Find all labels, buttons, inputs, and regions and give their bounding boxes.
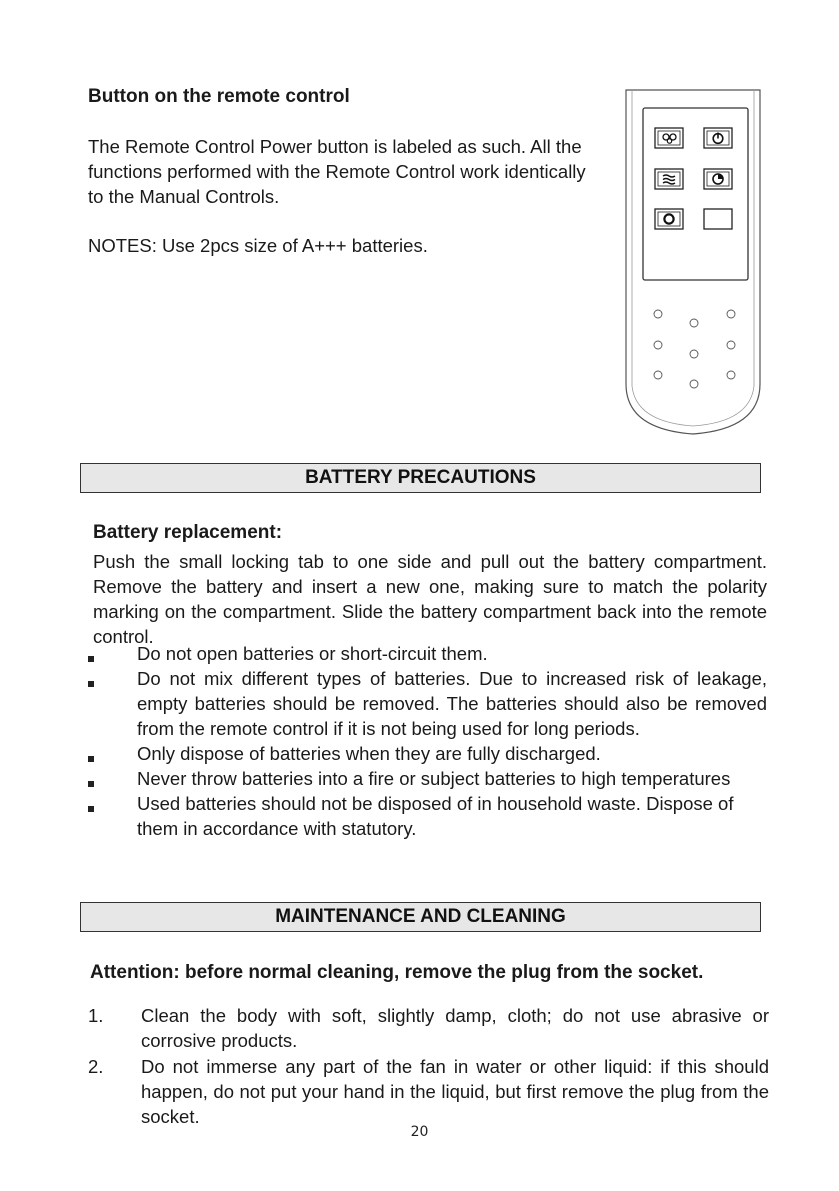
bullet-item: Used batteries should not be disposed of in household waste. Dispose of them in accordance with statutory. (137, 793, 734, 839)
maintenance-item: Clean the body with soft, slightly damp, cloth; do not use abrasive or corrosive products. (141, 1005, 769, 1051)
oscillation-icon (655, 209, 683, 229)
bullet-marker (88, 681, 94, 687)
attention-heading: Attention: before normal cleaning, remove the plug from the socket. (90, 962, 704, 983)
fan-mode-icon (655, 128, 683, 148)
maintenance-item: Do not immerse any part of the fan in water or other liquid: if this should happen, do not put your hand in the liquid, but first remove the plug from the socket. (141, 1056, 769, 1127)
maintenance-banner: MAINTENANCE AND CLEANING (80, 902, 761, 932)
remote-control-illustration (618, 84, 768, 440)
item-number: 2. (88, 1056, 104, 1077)
bullet-marker (88, 656, 94, 662)
bullet-item: Do not mix different types of batteries. Due to increased risk of leakage, empty batteries should be removed. The batteries should also be removed from the remote control if it is not being used for long periods. (137, 668, 767, 739)
battery-replacement-text: Push the small locking tab to one side and pull out the battery compartment. Remove the battery and insert a new one, making sure to match the polarity marking on the compartment. Slide the battery compartment back into the remote control. (93, 551, 767, 647)
bullet-marker (88, 781, 94, 787)
battery-precautions-banner: BATTERY PRECAUTIONS (80, 463, 761, 493)
swing-icon (655, 169, 683, 189)
battery-notes: NOTES: Use 2pcs size of A+++ batteries. (88, 235, 428, 256)
bullet-item: Only dispose of batteries when they are fully discharged. (137, 743, 601, 764)
item-number: 1. (88, 1005, 104, 1026)
remote-heading: Button on the remote control (88, 86, 350, 107)
bullet-item: Never throw batteries into a fire or subject batteries to high temperatures (137, 768, 731, 789)
page-number: 20 (410, 1124, 429, 1140)
battery-replacement-heading: Battery replacement: (93, 522, 283, 543)
remote-description: The Remote Control Power button is labeled as such. All the functions performed with the Remote Control work identically to the Manual Controls. (88, 136, 586, 207)
bullet-item: Do not open batteries or short-circuit them. (137, 643, 488, 664)
blank-button (704, 209, 732, 229)
timer-icon (704, 169, 732, 189)
power-icon (704, 128, 732, 148)
bullet-marker (88, 806, 94, 812)
bullet-marker (88, 756, 94, 762)
